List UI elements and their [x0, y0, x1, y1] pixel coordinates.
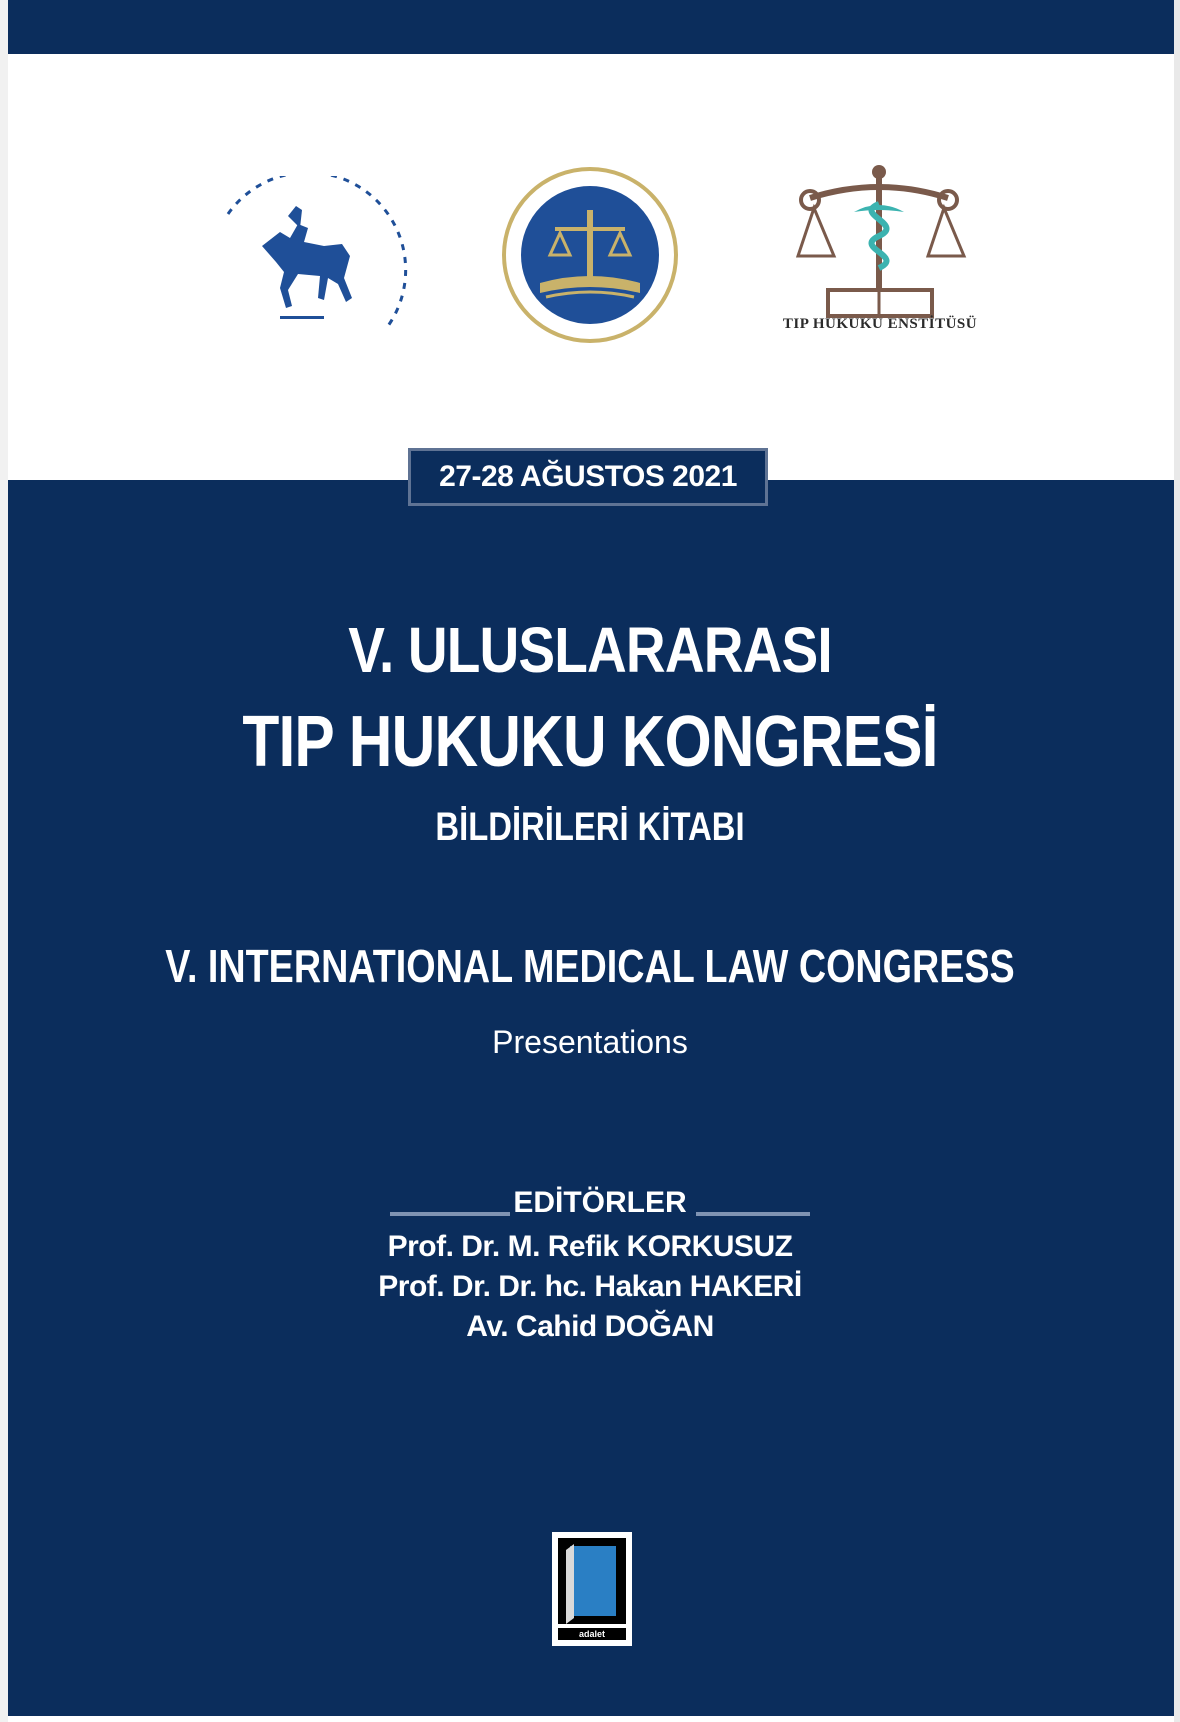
- scales-caduceus-icon: [780, 164, 980, 334]
- top-navy-band: [8, 0, 1174, 54]
- title-line-2: TIP HUKUKU KONGRESİ: [242, 702, 938, 782]
- divider-right: [696, 1212, 810, 1216]
- title-line-1: V. ULUSLARARASI: [348, 614, 832, 686]
- publisher-logo: [552, 1532, 632, 1646]
- congress-date: 27-28 AĞUSTOS 2021: [439, 460, 737, 493]
- university-name: DOKUZ EYLÜL ÜNİVERSİTESİ: [310, 186, 325, 187]
- publisher-name: adalet: [578, 1629, 605, 1639]
- institute-name: TIP HUKUKU ENSTİTÜSÜ: [782, 316, 978, 332]
- faculty-seal-logo: [500, 165, 680, 345]
- subtitle-english: Presentations: [492, 1024, 688, 1060]
- cover-right-edge: [1174, 0, 1180, 1722]
- title-english: V. INTERNATIONAL MEDICAL LAW CONGRESS: [165, 940, 1015, 992]
- horse-rider-icon: [210, 176, 410, 346]
- editor-name: Prof. Dr. M. Refik KORKUSUZ: [387, 1230, 793, 1263]
- institute-logo: [780, 164, 980, 334]
- editor-name: Av. Cahid DOĞAN: [466, 1310, 714, 1343]
- subtitle-turkish: BİLDİRİLERİ KİTABI: [435, 805, 745, 849]
- editor-name: Prof. Dr. Dr. hc. Hakan HAKERİ: [378, 1270, 802, 1303]
- cover-left-edge: [0, 0, 8, 1722]
- university-logo: [210, 176, 410, 346]
- editors-label: EDİTÖRLER: [513, 1186, 687, 1219]
- editors-heading: [390, 1186, 810, 1226]
- date-badge: [408, 448, 768, 506]
- scales-seal-icon: [500, 165, 680, 345]
